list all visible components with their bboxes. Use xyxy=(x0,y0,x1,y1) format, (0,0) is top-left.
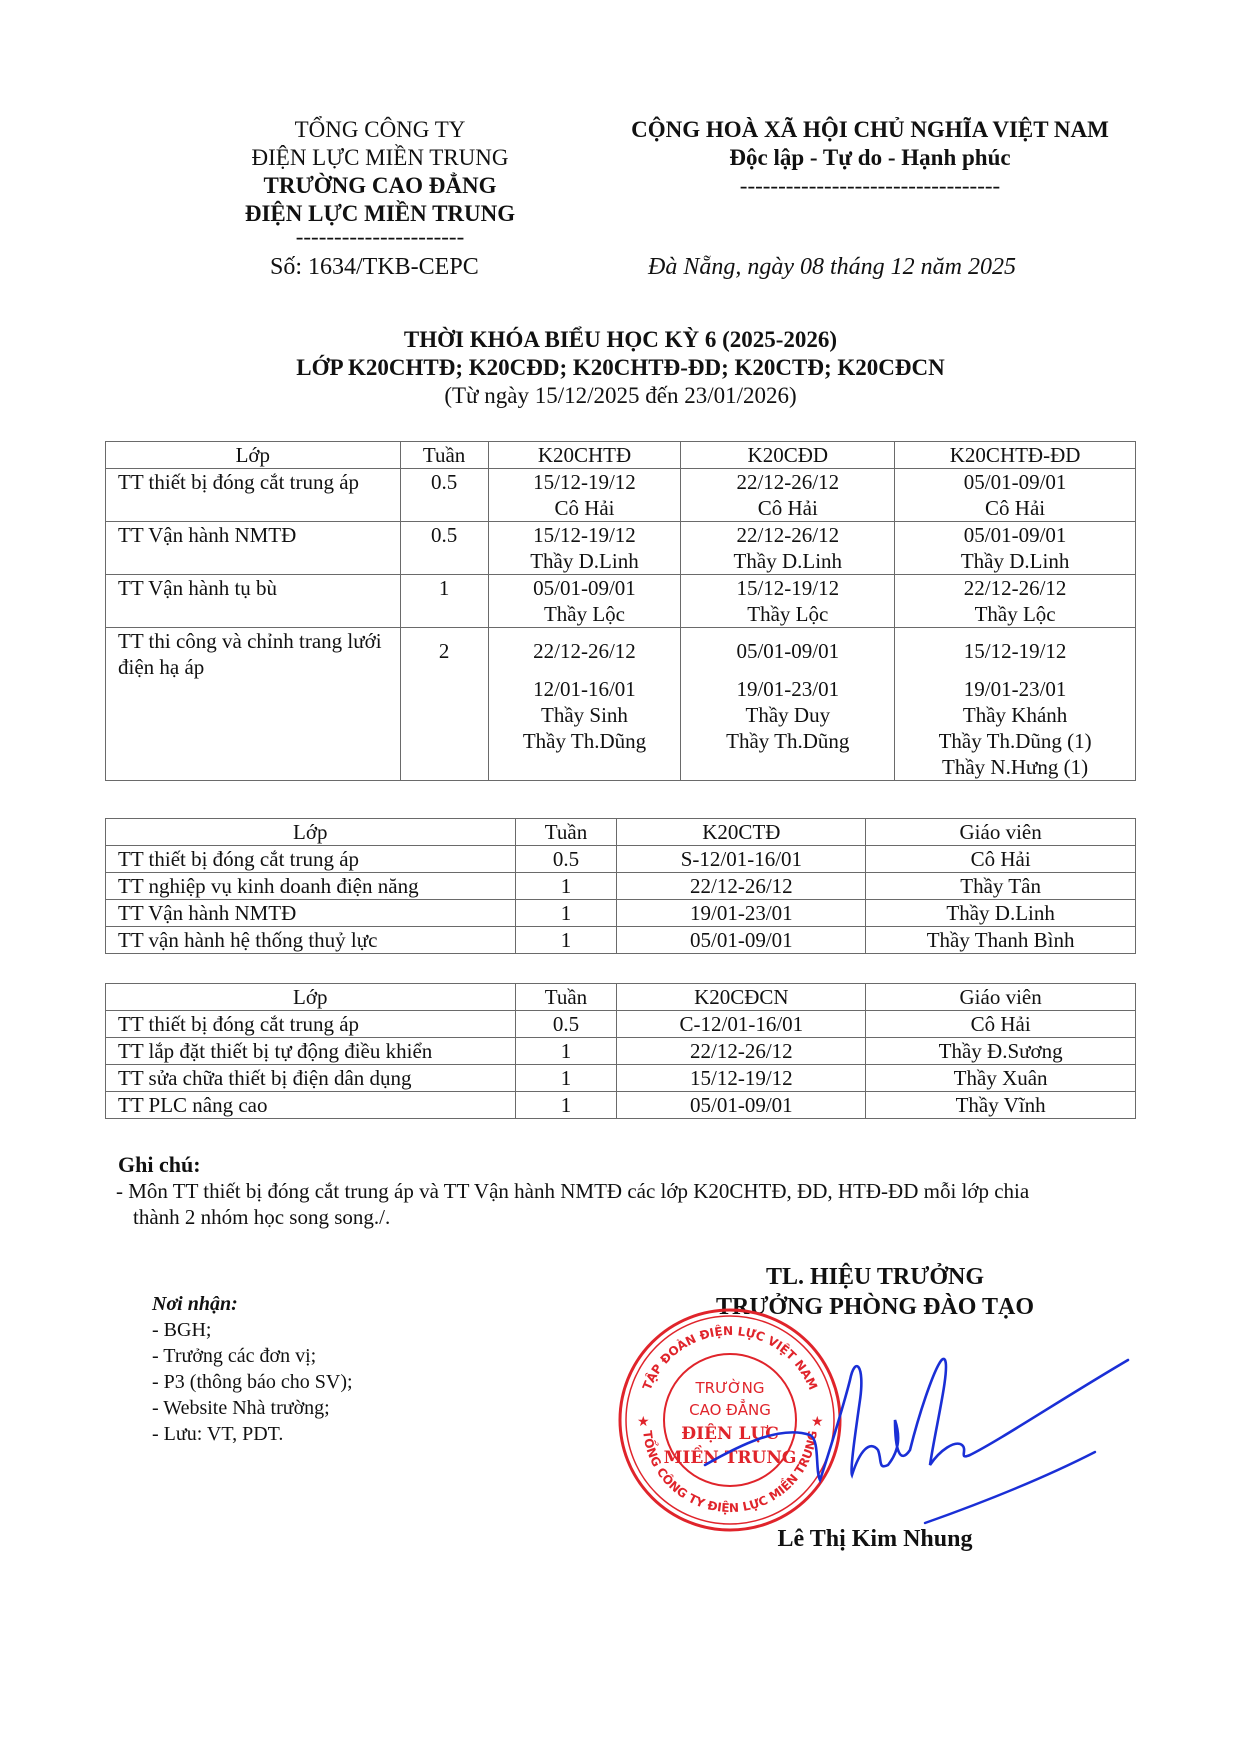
teacher: Thầy Khánh xyxy=(962,703,1068,727)
weeks-cell: 1 xyxy=(515,1038,617,1065)
date-range: 15/12-19/12 xyxy=(533,523,636,547)
date-range: 05/01-09/01 xyxy=(963,523,1067,547)
table-header-row xyxy=(106,984,1136,1011)
subject-cell: TT Vận hành NMTĐ xyxy=(106,522,401,575)
signatory-name: Lê Thị Kim Nhung xyxy=(777,1526,973,1552)
subject-cell: TT thiết bị đóng cắt trung áp xyxy=(106,1011,516,1038)
issuer-divider: ---------------------- xyxy=(295,224,465,249)
col-header-weeks: Tuần xyxy=(515,984,617,1011)
weeks-cell: 0.5 xyxy=(515,846,617,873)
schedule-cell xyxy=(488,522,681,575)
subject-cell: TT thiết bị đóng cắt trung áp xyxy=(106,846,516,873)
teacher: Thầy Lộc xyxy=(974,602,1056,626)
date-cell: 22/12-26/12 xyxy=(617,1038,866,1065)
date-range: 22/12-26/12 xyxy=(533,639,636,663)
schedule-cell xyxy=(681,522,895,575)
col-header-k20cdd: K20CĐD xyxy=(681,442,895,469)
svg-text:CAO ĐẲNG: CAO ĐẲNG xyxy=(689,1401,771,1419)
col-header-k20chtd: K20CHTĐ xyxy=(488,442,681,469)
schedule-table-1 xyxy=(105,441,1136,781)
date-range: 15/12-19/12 xyxy=(533,470,636,494)
teacher-cell: Thầy D.Linh xyxy=(866,900,1136,927)
col-header-teacher: Giáo viên xyxy=(866,819,1136,846)
table-row xyxy=(106,469,1136,522)
date-range: 05/01-09/01 xyxy=(963,470,1067,494)
table-row xyxy=(106,1038,1136,1065)
date-range: 22/12-26/12 xyxy=(963,576,1067,600)
weeks-cell: 1 xyxy=(515,1065,617,1092)
recipients-title: Nơi nhận: xyxy=(152,1293,238,1315)
issuer-block xyxy=(180,116,580,249)
issuer-line-1: TỔNG CÔNG TY xyxy=(294,117,466,142)
note-line-1: - Môn TT thiết bị đóng cắt trung áp và TT Vận hành NMTĐ các lớp K20CHTĐ, ĐD, HTĐ-ĐD mỗi lớp chia xyxy=(116,1179,1030,1203)
note-title: Ghi chú: xyxy=(118,1152,201,1177)
schedule-cell xyxy=(681,469,895,522)
schedule-table-k20ctd xyxy=(105,818,1136,954)
date-cell: C-12/01-16/01 xyxy=(617,1011,866,1038)
date-range: 12/01-16/01 xyxy=(533,677,636,701)
teacher: Thầy D.Linh xyxy=(530,549,639,573)
teacher-cell: Cô Hải xyxy=(866,846,1136,873)
national-divider: ---------------------------------- xyxy=(739,173,1001,198)
svg-text:TẬP ĐOÀN ĐIỆN LỰC VIỆT NAM: TẬP ĐOÀN ĐIỆN LỰC VIỆT NAM xyxy=(639,1323,821,1393)
teacher: Thầy Th.Dũng xyxy=(726,729,850,753)
teacher: Thầy D.Linh xyxy=(960,549,1070,573)
subject-cell: TT Vận hành tụ bù xyxy=(106,575,401,628)
col-header-class: Lớp xyxy=(106,442,401,469)
schedule-cell xyxy=(895,522,1136,575)
subject-cell: TT nghiệp vụ kinh doanh điện năng xyxy=(106,873,516,900)
teacher: Thầy Th.Dũng (1) xyxy=(938,729,1092,753)
national-header xyxy=(590,116,1150,200)
svg-text:★: ★ xyxy=(637,1415,650,1430)
table-row xyxy=(106,575,1136,628)
weeks-cell: 1 xyxy=(515,927,617,954)
subject-cell: TT PLC nâng cao xyxy=(106,1092,516,1119)
recipient-item: - Website Nhà trường; xyxy=(152,1397,330,1419)
teacher-cell: Thầy Tân xyxy=(866,873,1136,900)
issuer-line-2: ĐIỆN LỰC MIỀN TRUNG xyxy=(251,145,509,170)
schedule-cell xyxy=(681,628,895,781)
recipient-item: - BGH; xyxy=(152,1319,212,1341)
date-range: 19/01-23/01 xyxy=(736,677,840,701)
issuer-line-4: ĐIỆN LỰC MIỀN TRUNG xyxy=(244,201,516,226)
date-range: 19/01-23/01 xyxy=(963,677,1067,701)
national-motto-2: Độc lập - Tự do - Hạnh phúc xyxy=(729,145,1011,170)
table-row xyxy=(106,846,1136,873)
weeks-cell: 1 xyxy=(515,1092,617,1119)
weeks-cell: 1 xyxy=(515,873,617,900)
schedule-cell xyxy=(681,575,895,628)
weeks-value: 2 xyxy=(438,639,450,663)
table-row xyxy=(106,1092,1136,1119)
col-header-weeks: Tuần xyxy=(400,442,488,469)
schedule-cell xyxy=(895,628,1136,781)
svg-text:TRƯỜNG: TRƯỜNG xyxy=(695,1379,765,1397)
date-range: 22/12-26/12 xyxy=(736,470,840,494)
table-row xyxy=(106,1011,1136,1038)
teacher: Cô Hải xyxy=(985,496,1046,520)
date-range: 05/01-09/01 xyxy=(736,639,840,663)
date-range: 15/12-19/12 xyxy=(736,576,840,600)
table-row xyxy=(106,873,1136,900)
title-date-range: (Từ ngày 15/12/2025 đến 23/01/2026) xyxy=(444,383,797,408)
weeks-cell: 0.5 xyxy=(400,522,488,575)
date-cell: 19/01-23/01 xyxy=(617,900,866,927)
table-row xyxy=(106,900,1136,927)
col-header-teacher: Giáo viên xyxy=(866,984,1136,1011)
weeks-cell: 1 xyxy=(515,900,617,927)
teacher: Cô Hải xyxy=(757,496,818,520)
subject-cell: TT thi công và chỉnh trang lưới điện hạ áp xyxy=(106,628,401,781)
schedule-cell xyxy=(895,469,1136,522)
subject-cell: TT sửa chữa thiết bị điện dân dụng xyxy=(106,1065,516,1092)
date-cell: 15/12-19/12 xyxy=(617,1065,866,1092)
weeks-cell: 1 xyxy=(400,575,488,628)
recipient-item: - P3 (thông báo cho SV); xyxy=(152,1371,353,1393)
date-cell: 22/12-26/12 xyxy=(617,873,866,900)
teacher: Thầy Th.Dũng xyxy=(522,729,647,753)
doc-number: Số: 1634/TKB-CEPC xyxy=(270,254,479,280)
recipient-item: - Lưu: VT, PDT. xyxy=(152,1423,284,1445)
signatory-line-1: TL. HIỆU TRƯỞNG xyxy=(765,1264,985,1290)
teacher: Thầy Lộc xyxy=(747,602,829,626)
svg-text:TỔNG CÔNG TY ĐIỆN LỰC MIỀN TRU: TỔNG CÔNG TY ĐIỆN LỰC MIỀN TRUNG xyxy=(640,1429,820,1516)
national-motto-1: CỘNG HOÀ XÃ HỘI CHỦ NGHĨA VIỆT NAM xyxy=(631,117,1109,142)
subject-cell: TT vận hành hệ thống thuỷ lực xyxy=(106,927,516,954)
date-range: 22/12-26/12 xyxy=(736,523,840,547)
issuer-line-3: TRƯỜNG CAO ĐẲNG xyxy=(263,173,497,198)
table-header-row xyxy=(106,819,1136,846)
col-header-class: Lớp xyxy=(106,984,516,1011)
weeks-cell: 0.5 xyxy=(515,1011,617,1038)
title-line-1: THỜI KHÓA BIỂU HỌC KỲ 6 (2025-2026) xyxy=(403,327,838,352)
col-header-k20ctd: K20CTĐ xyxy=(617,819,866,846)
date-cell: S-12/01-16/01 xyxy=(617,846,866,873)
schedule-cell xyxy=(488,628,681,781)
col-header-weeks: Tuần xyxy=(515,819,617,846)
doc-date: Đà Nẵng, ngày 08 tháng 12 năm 2025 xyxy=(648,254,1016,280)
schedule-cell xyxy=(488,575,681,628)
title-line-2: LỚP K20CHTĐ; K20CĐD; K20CHTĐ-ĐD; K20CTĐ; K20CĐCN xyxy=(296,355,945,380)
teacher-cell: Thầy Vĩnh xyxy=(866,1092,1136,1119)
table-row xyxy=(106,1065,1136,1092)
col-header-k20chtd-dd: K20CHTĐ-ĐD xyxy=(895,442,1136,469)
teacher: Cô Hải xyxy=(554,496,615,520)
teacher: Thầy Lộc xyxy=(543,602,625,626)
svg-text:ĐIỆN LỰC: ĐIỆN LỰC xyxy=(681,1424,779,1444)
table-header-row xyxy=(106,442,1136,469)
teacher: Thầy D.Linh xyxy=(733,549,843,573)
table-row xyxy=(106,522,1136,575)
teacher-cell: Thầy Đ.Sương xyxy=(866,1038,1136,1065)
table-row xyxy=(106,628,1136,781)
table-row xyxy=(106,927,1136,954)
teacher-cell: Thầy Xuân xyxy=(866,1065,1136,1092)
teacher: Thầy Sinh xyxy=(541,703,628,727)
note-body xyxy=(116,1178,1136,1230)
date-cell: 05/01-09/01 xyxy=(617,927,866,954)
subject-cell: TT lắp đặt thiết bị tự động điều khiển xyxy=(106,1038,516,1065)
svg-text:MIỀN TRUNG: MIỀN TRUNG xyxy=(663,1448,797,1468)
col-header-k20cdcn: K20CĐCN xyxy=(617,984,866,1011)
teacher-cell: Cô Hải xyxy=(866,1011,1136,1038)
svg-text:★: ★ xyxy=(811,1415,824,1430)
document-title xyxy=(0,326,1241,410)
date-range: 05/01-09/01 xyxy=(533,576,636,600)
teacher-cell: Thầy Thanh Bình xyxy=(866,927,1136,954)
weeks-cell xyxy=(400,628,488,781)
schedule-table-k20cdcn xyxy=(105,983,1136,1119)
recipient-item: - Trưởng các đơn vị; xyxy=(152,1345,317,1367)
weeks-cell: 0.5 xyxy=(400,469,488,522)
schedule-cell xyxy=(488,469,681,522)
subject-cell: TT Vận hành NMTĐ xyxy=(106,900,516,927)
date-cell: 05/01-09/01 xyxy=(617,1092,866,1119)
subject-cell: TT thiết bị đóng cắt trung áp xyxy=(106,469,401,522)
recipients-block xyxy=(152,1291,353,1447)
teacher: Thầy N.Hưng (1) xyxy=(942,755,1089,779)
signatory-line-2: TRƯỞNG PHÒNG ĐÀO TẠO xyxy=(715,1294,1034,1320)
handwritten-signature-icon xyxy=(700,1340,1130,1530)
col-header-class: Lớp xyxy=(106,819,516,846)
date-range: 15/12-19/12 xyxy=(963,639,1067,663)
schedule-cell xyxy=(895,575,1136,628)
teacher: Thầy Duy xyxy=(745,703,831,727)
note-line-2: thành 2 nhóm học song song./. xyxy=(133,1205,391,1229)
